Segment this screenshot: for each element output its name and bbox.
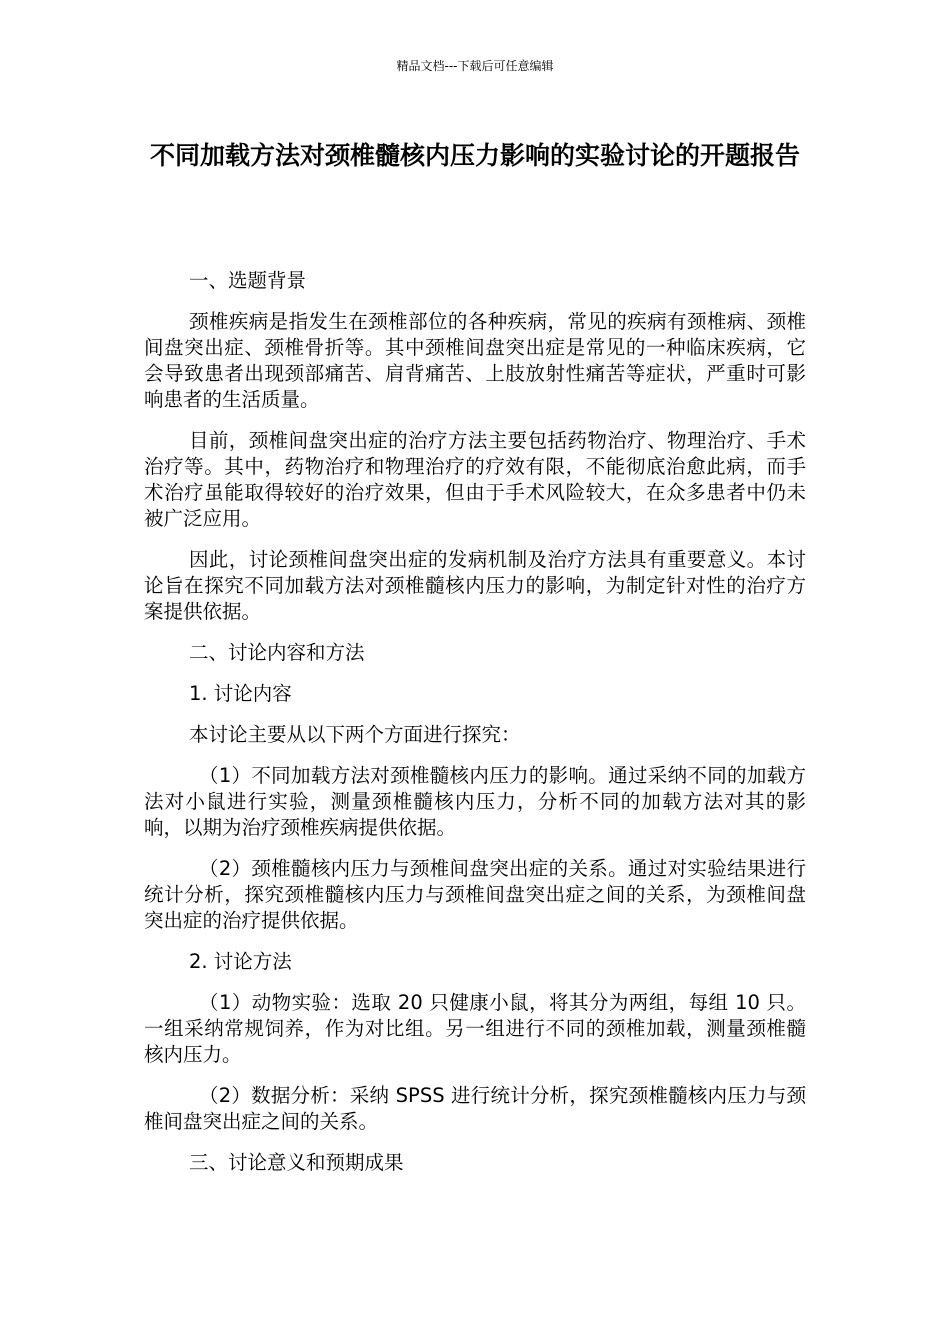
section-heading-background: 一、选题背景 (189, 269, 307, 292)
section-heading-significance: 三、讨论意义和预期成果 (189, 1151, 404, 1174)
document-title: 不同加载方法对颈椎髓核内压力影响的实验讨论的开题报告 (149, 141, 800, 170)
paragraph-background-3: 因此，讨论颈椎间盘突出症的发病机制及治疗方法具有重要意义。本讨论旨在探究不同加载方法对颈椎髓核内压力的影响，为制定针对性的治疗方案提供依据。 (144, 548, 806, 623)
subheading-content: 1. 讨论内容 (189, 682, 292, 705)
subheading-methods: 2. 讨论方法 (189, 950, 292, 973)
paragraph-content-intro: 本讨论主要从以下两个方面进行探究： (189, 723, 521, 746)
list-item-method-2: （2）数据分析：采纳 SPSS 进行统计分析，探究颈椎髓核内压力与颈椎间盘突出症之间的关系。 (144, 1084, 806, 1133)
list-item-content-1: （1）不同加载方法对颈椎髓核内压力的影响。通过采纳不同的加载方法对小鼠进行实验，测量颈椎髓核内压力，分析不同的加载方法对其的影响，以期为治疗颈椎疾病提供依据。 (144, 764, 806, 839)
document-body (144, 268, 806, 1191)
page-header: 精品文档---下载后可任意编辑 (396, 59, 554, 73)
paragraph-background-2: 目前，颈椎间盘突出症的治疗方法主要包括药物治疗、物理治疗、手术治疗等。其中，药物治疗和物理治疗的疗效有限，不能彻底治愈此病，而手术治疗虽能取得较好的治疗效果，但由于手术风险较大，在众多患者中仍未被广泛应用。 (144, 429, 806, 530)
list-item-method-1: （1）动物实验：选取 20 只健康小鼠，将其分为两组，每组 10 只。一组采纳常规饲养，作为对比组。另一组进行不同的颈椎加载，测量颈椎髓核内压力。 (144, 991, 806, 1066)
list-item-content-2: （2）颈椎髓核内压力与颈椎间盘突出症的关系。通过对实验结果进行统计分析，探究颈椎髓核内压力与颈椎间盘突出症之间的关系，为颈椎间盘突出症的治疗提供依据。 (144, 857, 806, 932)
paragraph-background-1: 颈椎疾病是指发生在颈椎部位的各种疾病，常见的疾病有颈椎病、颈椎间盘突出症、颈椎骨折等。其中颈椎间盘突出症是常见的一种临床疾病，它会导致患者出现颈部痛苦、肩背痛苦、上肢放射性痛苦等症状，严重时可影响患者的生活质量。 (144, 310, 806, 411)
section-heading-content-methods: 二、讨论内容和方法 (189, 641, 365, 664)
